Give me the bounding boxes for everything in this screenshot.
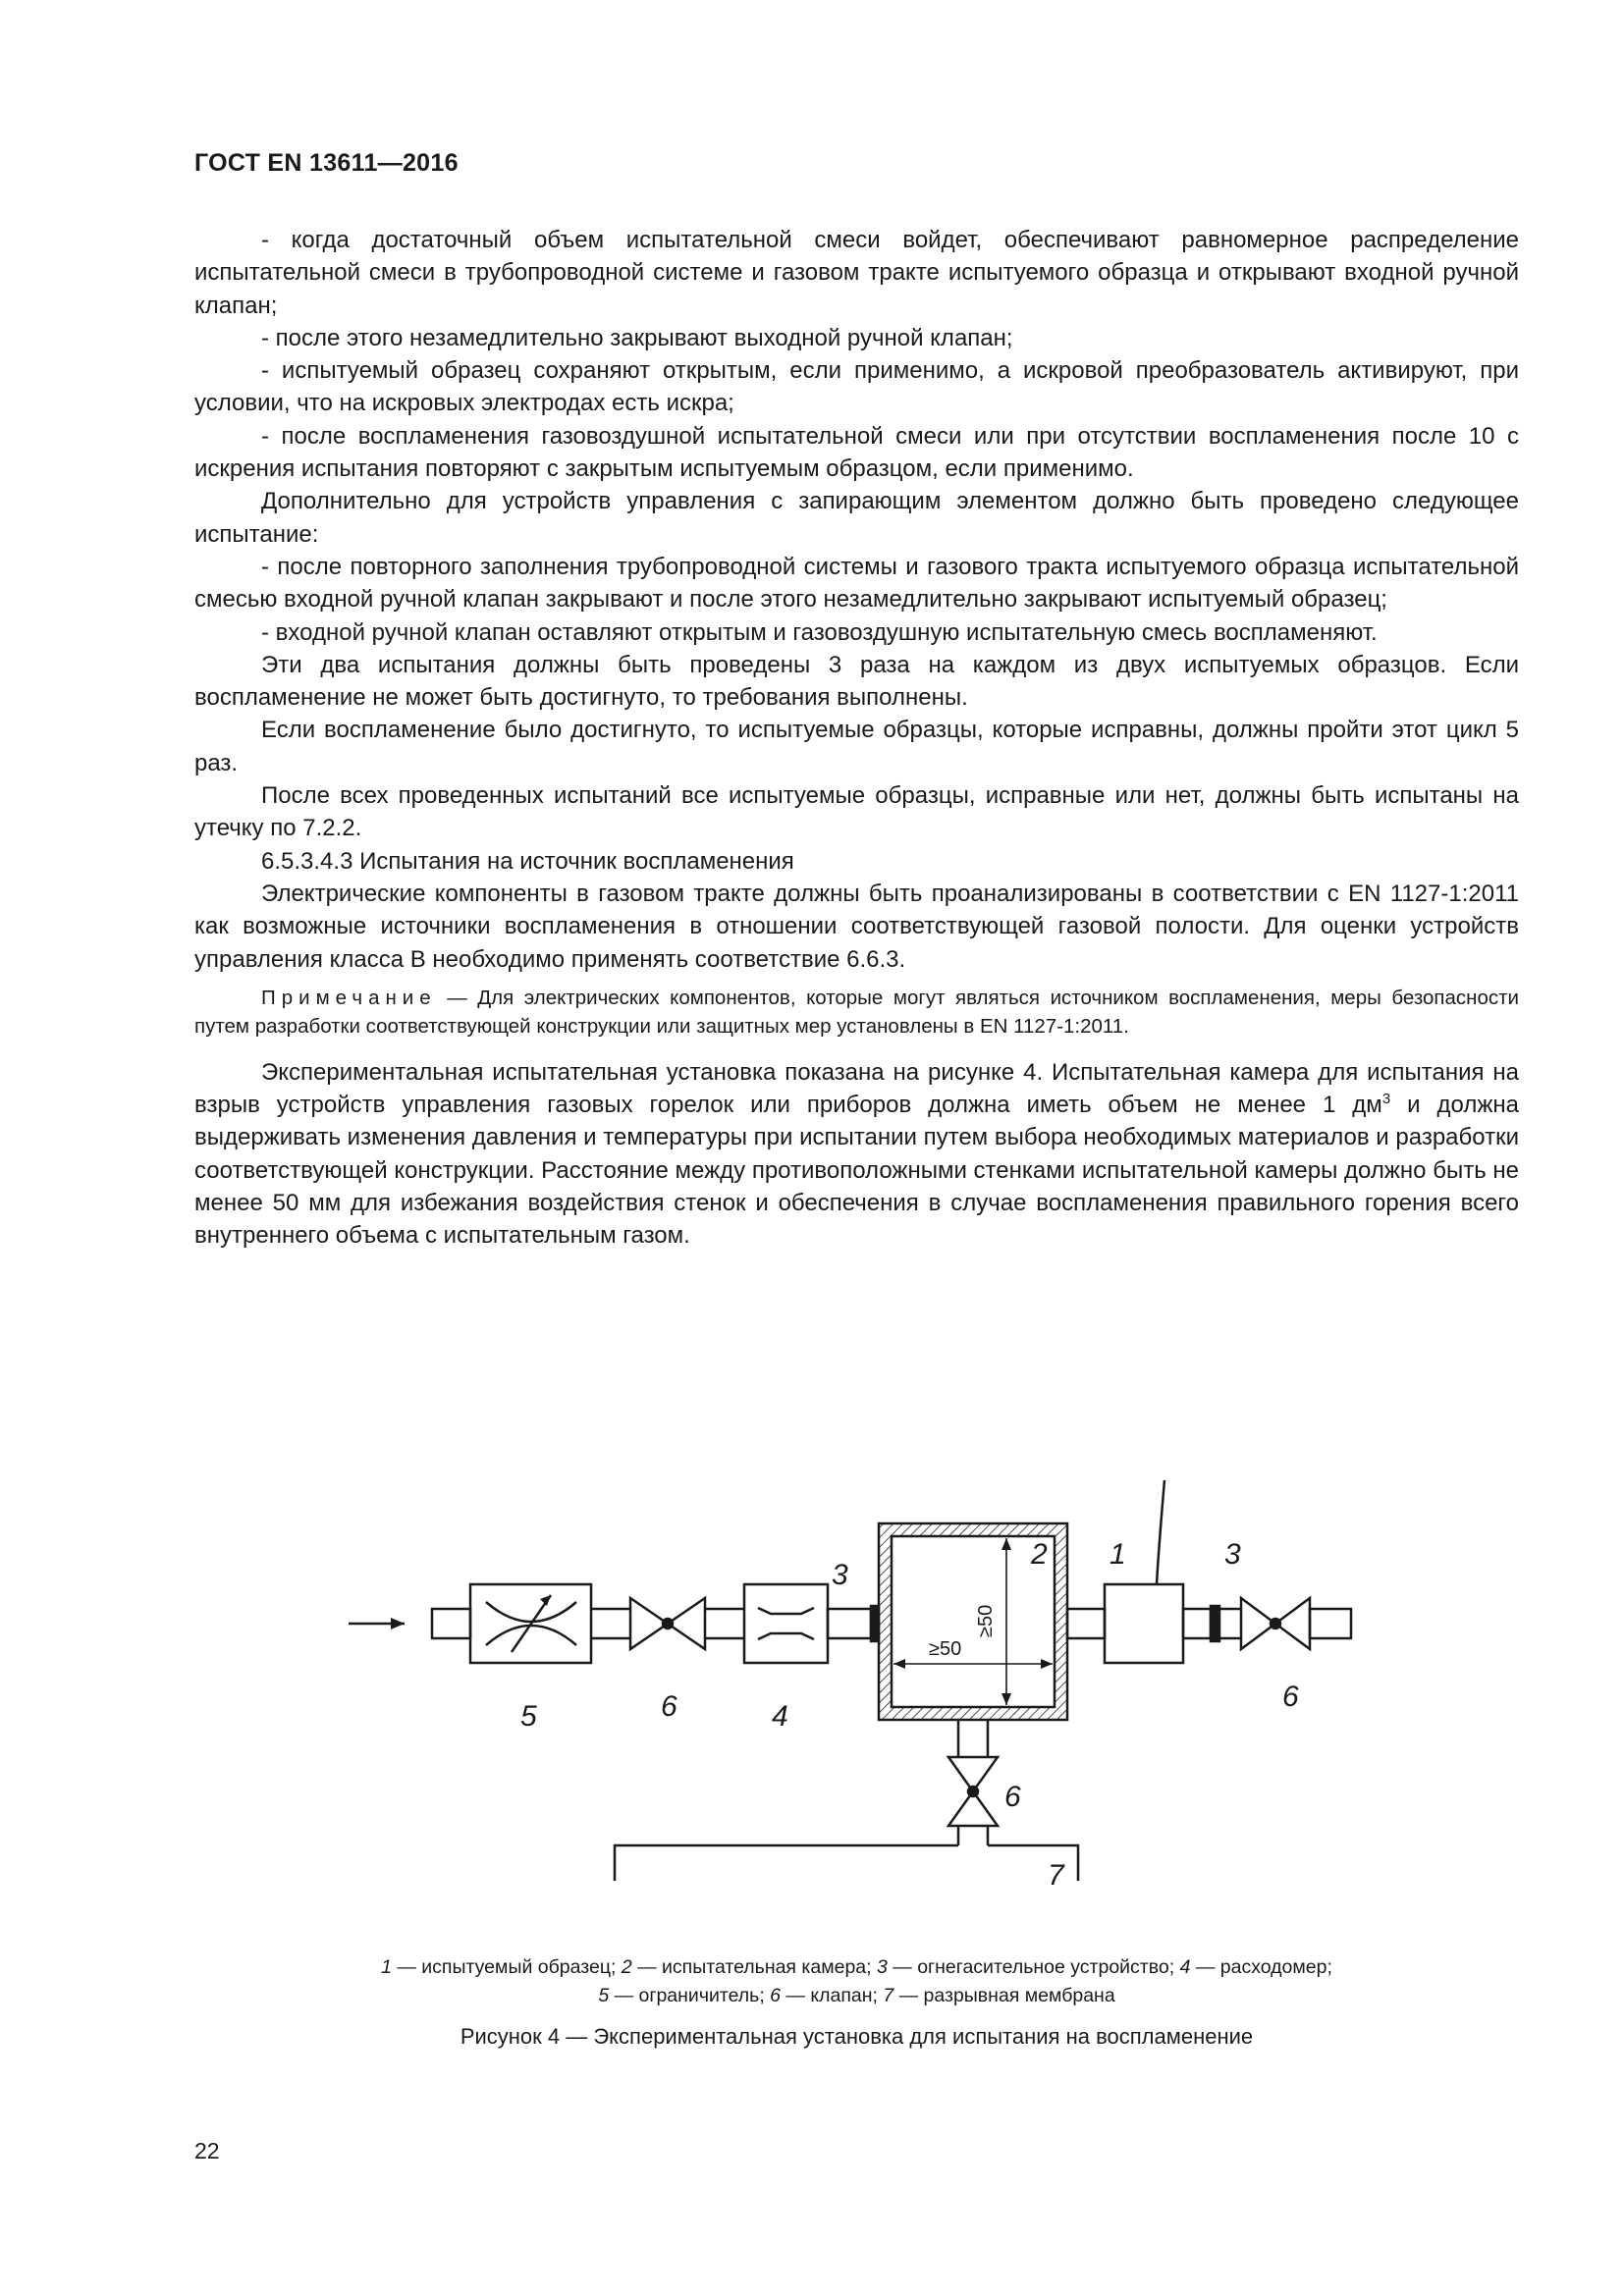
label-3-right: 3 [1224, 1538, 1241, 1571]
label-3-left: 3 [832, 1559, 848, 1591]
note-text: — Для электрических компонентов, которые могут являться источником воспламенения, меры безопасности путем разработки соответствующей конструкции или защитных мер установлены в EN 1127-1:2011. [194, 986, 1519, 1038]
superscript: 3 [1381, 1091, 1391, 1108]
label-6-right: 6 [1282, 1681, 1299, 1713]
note [194, 984, 1519, 1041]
paragraph-part: и должна выдерживать изменения давления и температуры при испытании путем выбора необходимых материалов и разработки соответствующей конструкции. Расстояние между противоположными стенками испытательной камеры должно быть не менее 50 мм для избежания воздействия стенок и обеспечения в случае воспламенения правильного горения всего внутреннего объема с испытательным газом. [194, 1092, 1519, 1250]
figure-4 [334, 1441, 1375, 1902]
legend-number: 1 [381, 1956, 392, 1978]
legend-line [194, 1982, 1519, 2010]
paragraph-part: Экспериментальная испытательная установка показана на рисунке 4. Испытательная камера для испытания на взрыв устройств управления газовых горелок или приборов должна иметь объем не менее 1 дм [194, 1058, 1519, 1119]
paragraph: - когда достаточный объем испытательной смеси войдет, обеспечивают равномерное распределение испытательной смеси в трубопроводной системе и газовом тракте испытуемого образца и открывают входной ручной клапан; [194, 227, 1519, 319]
paragraph: - после повторного заполнения трубопроводной системы и газового тракта испытуемого образца испытательной смесью входной ручной клапан закрывают и после этого незамедлительно закрывают испытуемый образец; [194, 553, 1519, 614]
flame-arrester-right [1211, 1606, 1219, 1641]
inlet-pipe [432, 1609, 470, 1638]
paragraph: Если воспламенение было достигнуто, то испытуемые образцы, которые исправны, должны пройти этот цикл 5 раз. [194, 717, 1519, 776]
paragraph: - после этого незамедлительно закрывают выходной ручной клапан; [261, 324, 1013, 351]
legend-text: — испытуемый образец; [391, 1956, 622, 1978]
paragraph: - входной ручной клапан оставляют открытым и газовоздушную испытательную смесь воспламеняют. [261, 618, 1378, 646]
valve-bottom [948, 1757, 998, 1826]
document-header: ГОСТ EN 13611—2016 [194, 149, 459, 177]
legend-line [194, 1953, 1519, 1982]
body-text [194, 224, 1519, 1253]
label-2: 2 [1031, 1538, 1048, 1571]
legend-text: — клапан; [781, 1985, 884, 2006]
figure-diagram [334, 1441, 1375, 1902]
figure-caption: Рисунок 4 — Экспериментальная установка для испытания на воспламенение [460, 2024, 1254, 2049]
outlet-pipe [1310, 1609, 1351, 1638]
pipe [828, 1609, 871, 1638]
burst-membrane [615, 1845, 1078, 1881]
label-6-left: 6 [661, 1690, 677, 1723]
valve-right [1241, 1598, 1310, 1649]
legend-number: 2 [621, 1956, 632, 1978]
legend-number: 3 [877, 1956, 888, 1978]
figure-legend [194, 1953, 1519, 2010]
paragraph: Эти два испытания должны быть проведены 3 раза на каждом из двух испытуемых образцов. Если воспламенение не может быть достигнуто, то требования выполнены. [194, 651, 1519, 712]
legend-text: — огнегасительное устройство; [887, 1956, 1180, 1978]
paragraph: Дополнительно для устройств управления с запирающим элементом должно быть проведено следующее испытание: [194, 488, 1519, 548]
restrictor [470, 1584, 591, 1663]
paragraph: После всех проведенных испытаний все испытуемые образцы, исправные или нет, должны быть испытаны на утечку по 7.2.2. [194, 782, 1519, 842]
valve-left [630, 1598, 705, 1649]
label-1: 1 [1110, 1538, 1126, 1571]
paragraph: Электрические компоненты в газовом тракте должны быть проанализированы в соответствии с EN 1127-1:2011 как возможные источники воспламенения в отношении соответствующей газовой полости. Для оценки устройств управления класса B необходимо применять соответствие 6.6.3. [194, 880, 1519, 973]
label-4: 4 [772, 1700, 788, 1733]
label-6-bottom: 6 [1004, 1781, 1021, 1813]
pipe [1183, 1609, 1211, 1638]
legend-text: — расходомер; [1190, 1956, 1332, 1978]
legend-number: 5 [598, 1985, 610, 2006]
paragraph: - испытуемый образец сохраняют открытым, если применимо, а искровой преобразователь активируют, при условии, что на искровых электродах есть искра; [194, 357, 1519, 417]
legend-text: — ограничитель; [609, 1985, 771, 2006]
page-number: 22 [194, 2138, 220, 2163]
flowmeter [744, 1584, 828, 1663]
legend-text: — разрывная мембрана [893, 1985, 1115, 2006]
pipe [1067, 1609, 1105, 1638]
test-sample [1105, 1480, 1183, 1663]
paragraph [194, 1056, 1519, 1253]
dim-vertical-label: ≥50 [975, 1604, 997, 1637]
note-label: Примечание [261, 986, 437, 1009]
legend-number: 7 [883, 1985, 894, 2006]
legend-number: 4 [1179, 1956, 1191, 1978]
label-5: 5 [520, 1700, 537, 1733]
section-heading: 6.5.3.4.3 Испытания на источник воспламенения [261, 847, 794, 875]
dim-horizontal-label: ≥50 [929, 1638, 962, 1660]
legend-number: 6 [770, 1985, 782, 2006]
legend-text: — испытательная камера; [631, 1956, 877, 1978]
inlet-arrow [349, 1618, 405, 1629]
label-7: 7 [1048, 1859, 1064, 1892]
paragraph: - после воспламенения газовоздушной испытательной смеси или при отсутствии воспламенения после 10 с искрения испытания повторяют с закрытым испытуемым образцом, если применимо. [194, 422, 1519, 483]
